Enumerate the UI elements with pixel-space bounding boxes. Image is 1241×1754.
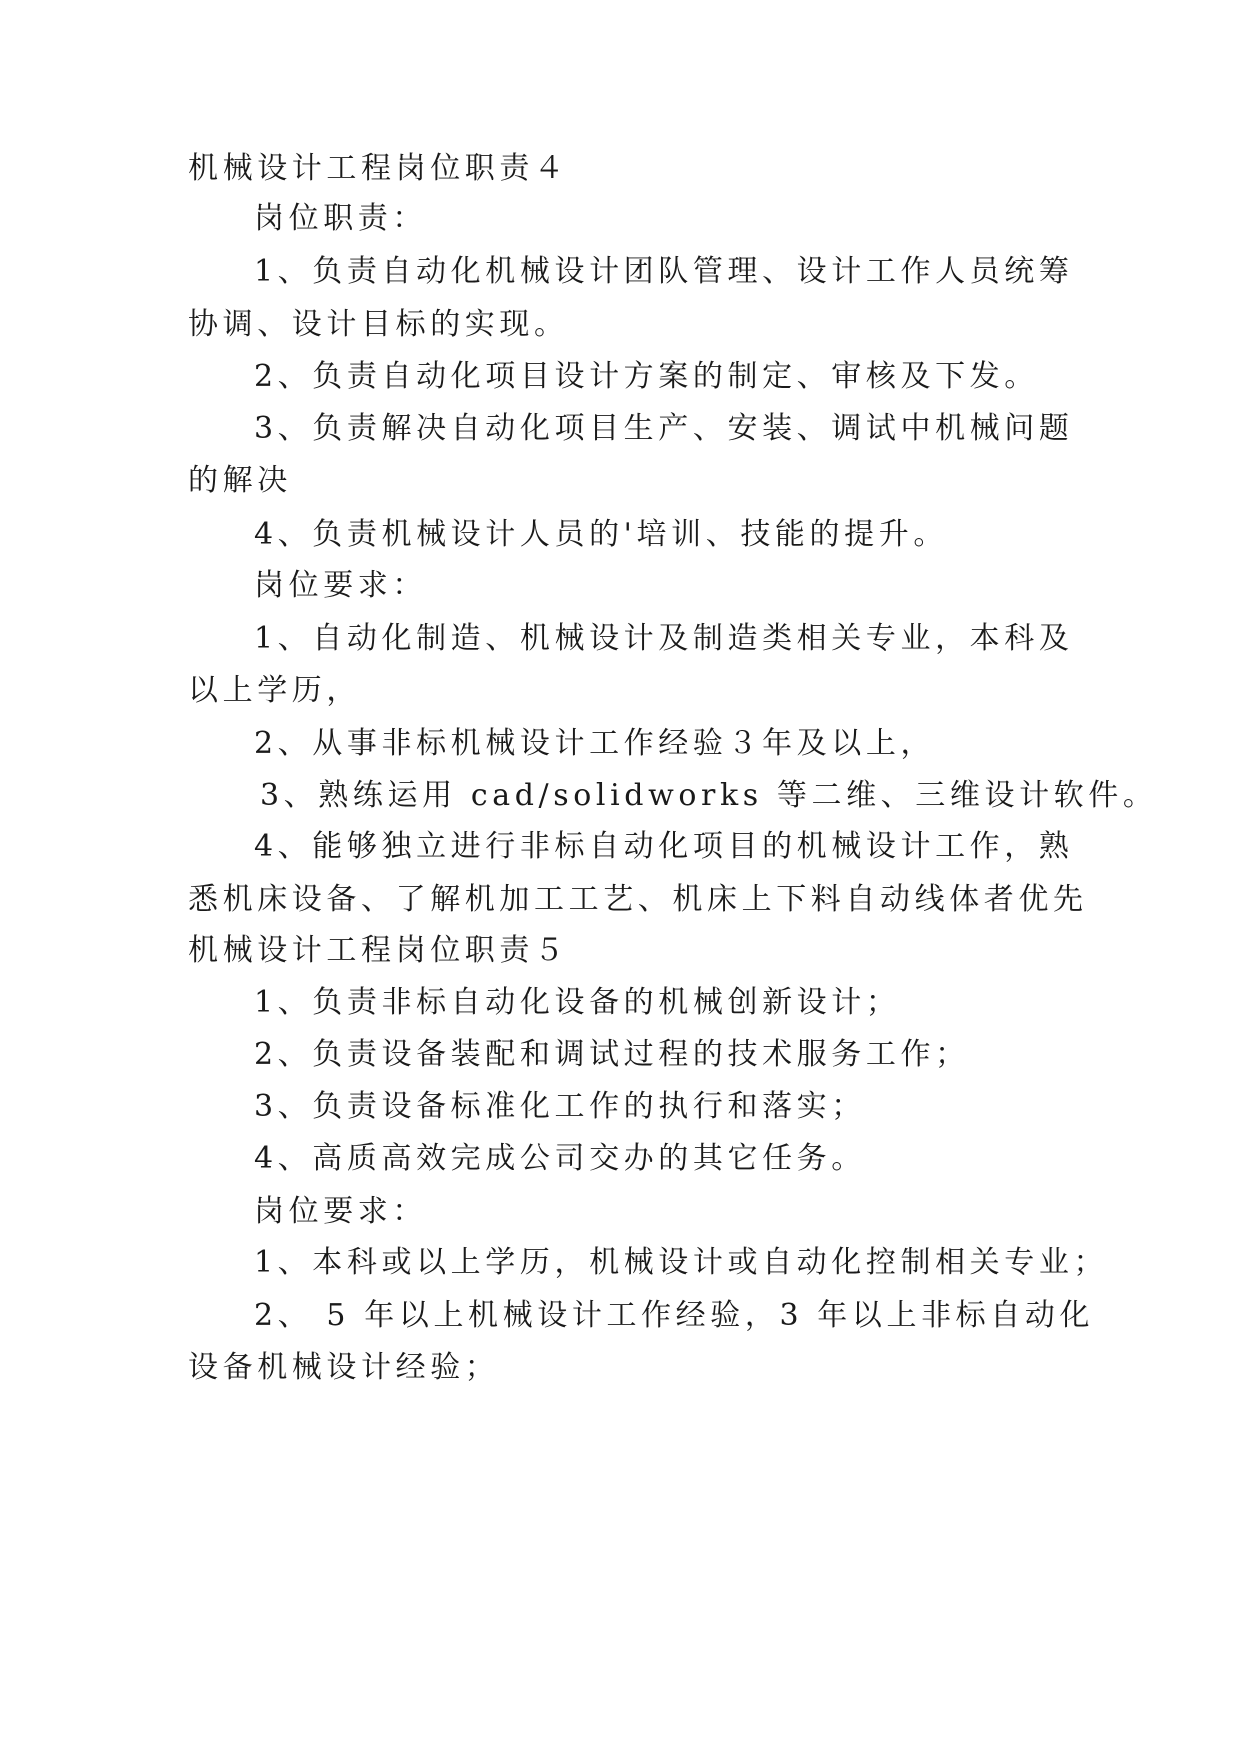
duties-heading: 岗位职责： <box>254 201 427 236</box>
requirement-item: 2、从事非标机械设计工作经验３年及以上， <box>254 726 936 761</box>
requirement-item: 4、能够独立进行非标自动化项目的机械设计工作，熟 <box>254 829 1074 864</box>
requirements-heading: 岗位要求： <box>254 568 427 603</box>
duty-item-continuation: 的解决 <box>188 463 292 498</box>
requirement-item: 3、熟练运用 cad/solidworks 等二维、三维设计软件。 <box>260 778 1158 813</box>
duty-item: 4、负责机械设计人员的'培训、技能的提升。 <box>254 517 948 552</box>
requirement-item: 1、自动化制造、机械设计及制造类相关专业，本科及 <box>254 621 1074 656</box>
section-title: 机械设计工程岗位职责４ <box>188 151 569 186</box>
duty-item: 3、负责设备标准化工作的执行和落实； <box>254 1089 866 1124</box>
duty-item: 1、负责自动化机械设计团队管理、设计工作人员统筹 <box>254 254 1074 289</box>
requirement-item-continuation: 以上学历， <box>188 673 361 708</box>
requirement-item-continuation: 悉机床设备、了解机加工工艺、机床上下料自动线体者优先 <box>188 882 1088 917</box>
duty-item: 1、负责非标自动化设备的机械创新设计； <box>254 985 901 1020</box>
duty-item: 2、负责设备装配和调试过程的技术服务工作； <box>254 1037 970 1072</box>
duty-item: 2、负责自动化项目设计方案的制定、审核及下发。 <box>254 359 1039 394</box>
duty-item: 4、高质高效完成公司交办的其它任务。 <box>254 1141 866 1176</box>
section-title: 机械设计工程岗位职责５ <box>188 933 569 968</box>
requirement-item-continuation: 设备机械设计经验； <box>188 1350 500 1385</box>
duty-item: 3、负责解决自动化项目生产、安装、调试中机械问题 <box>254 411 1074 446</box>
duty-item-continuation: 协调、设计目标的实现。 <box>188 307 569 342</box>
requirements-heading: 岗位要求： <box>254 1194 427 1229</box>
requirement-item: 2、 5 年以上机械设计工作经验，3 年以上非标自动化 <box>254 1298 1095 1333</box>
requirement-item: 1、本科或以上学历，机械设计或自动化控制相关专业； <box>254 1245 1109 1280</box>
